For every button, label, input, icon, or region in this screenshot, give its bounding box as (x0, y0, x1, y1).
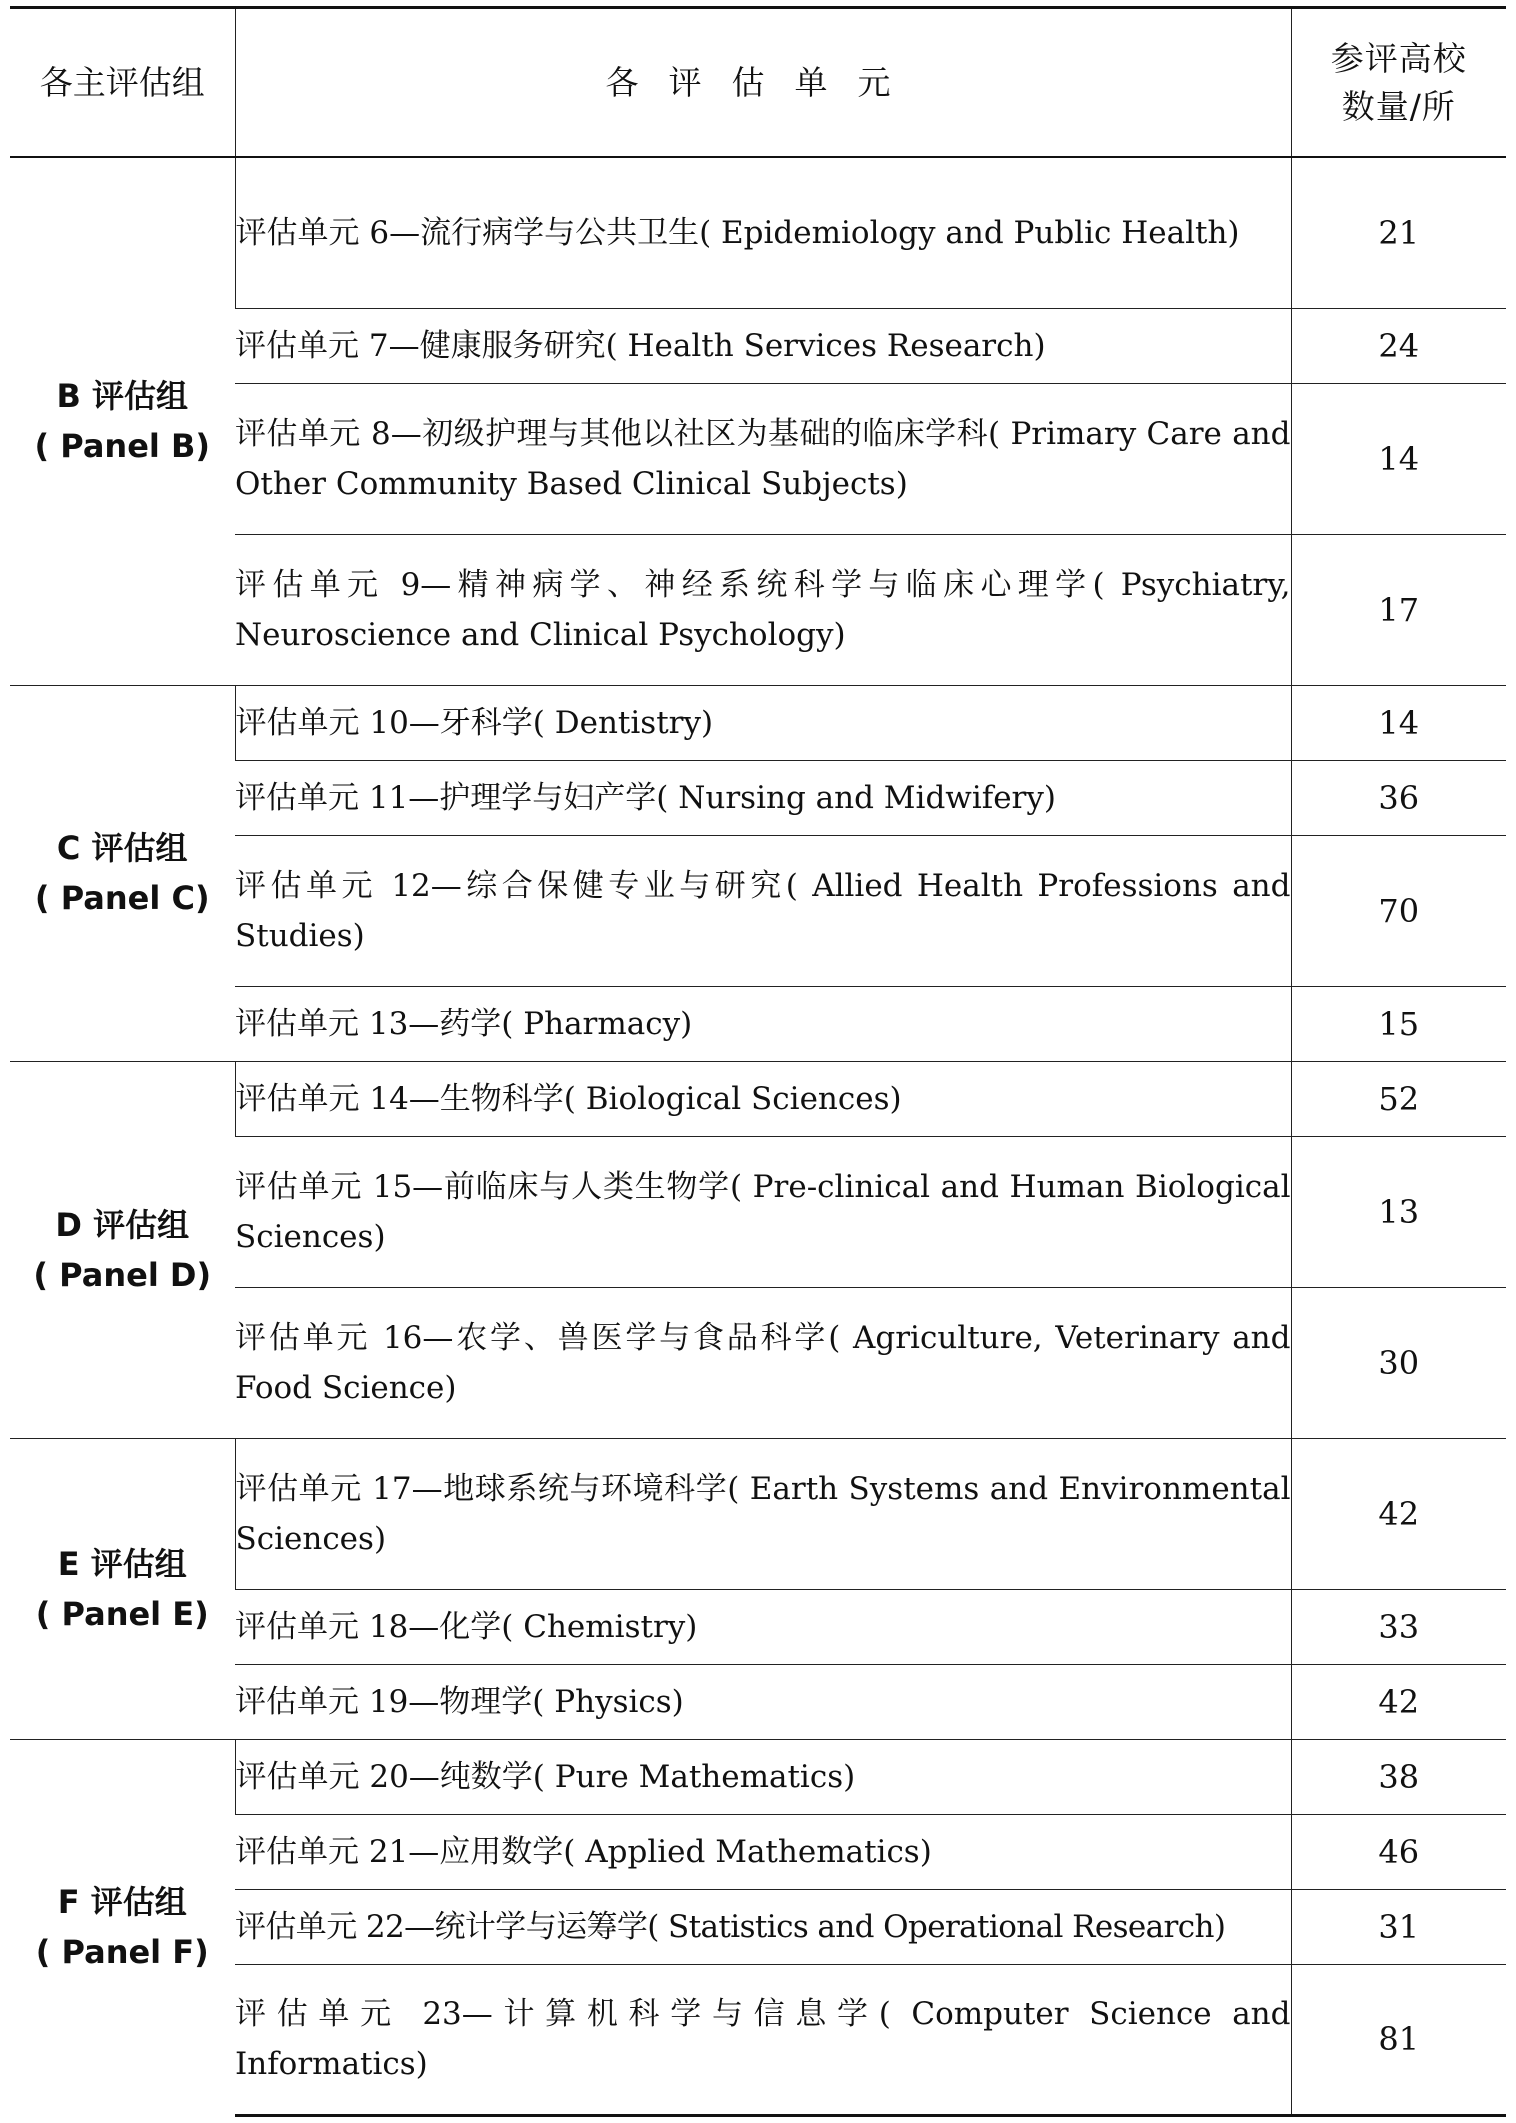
unit-cell: 评估单元 19—物理学( Physics) (235, 1664, 1291, 1739)
group-cell-panel-d (10, 1061, 235, 1438)
group-name-zh: B 评估组 (56, 377, 189, 416)
count-cell: 15 (1291, 986, 1506, 1061)
unit-cell: 评估单元 12—综合保健专业与研究( Allied Health Professions and Studies) (235, 835, 1291, 986)
count-cell: 46 (1291, 1814, 1506, 1889)
group-name-zh: F 评估组 (57, 1883, 187, 1922)
count-cell: 70 (1291, 835, 1506, 986)
table-row (10, 1739, 1506, 1814)
count-cell: 13 (1291, 1136, 1506, 1287)
unit-cell: 评估单元 6—流行病学与公共卫生( Epidemiology and Public Health) (235, 157, 1291, 308)
count-cell: 21 (1291, 157, 1506, 308)
header-count-line2: 数量/所 (1341, 86, 1456, 126)
count-cell: 31 (1291, 1889, 1506, 1964)
unit-cell: 评估单元 14—生物科学( Biological Sciences) (235, 1061, 1291, 1136)
count-cell: 14 (1291, 685, 1506, 760)
table-row (10, 1136, 1506, 1287)
unit-cell: 评估单元 9—精神病学、神经系统科学与临床心理学( Psychiatry, Neuroscience and Clinical Psychology) (235, 534, 1291, 685)
unit-cell: 评估单元 21—应用数学( Applied Mathematics) (235, 1814, 1291, 1889)
group-cell-panel-b (10, 157, 235, 685)
table-row (10, 534, 1506, 685)
unit-cell: 评估单元 10—牙科学( Dentistry) (235, 685, 1291, 760)
group-name-en: ( Panel F) (35, 1933, 209, 1972)
count-cell: 52 (1291, 1061, 1506, 1136)
header-unit: 各评估单元 (235, 8, 1291, 158)
count-cell: 30 (1291, 1287, 1506, 1438)
unit-cell: 评估单元 11—护理学与妇产学( Nursing and Midwifery) (235, 760, 1291, 835)
table-row (10, 685, 1506, 760)
table-row (10, 1061, 1506, 1136)
unit-cell: 评估单元 22—统计学与运筹学( Statistics and Operational Research) (235, 1889, 1291, 1964)
panel-units-table (10, 6, 1506, 2117)
count-cell: 24 (1291, 308, 1506, 383)
group-name-en: ( Panel E) (35, 1594, 209, 1633)
unit-cell: 评估单元 13—药学( Pharmacy) (235, 986, 1291, 1061)
group-name-zh: C 评估组 (56, 829, 188, 867)
table-row (10, 157, 1506, 308)
unit-cell: 评估单元 18—化学( Chemistry) (235, 1589, 1291, 1664)
table-row (10, 1589, 1506, 1664)
table-row (10, 1814, 1506, 1889)
unit-cell: 评估单元 7—健康服务研究( Health Services Research) (235, 308, 1291, 383)
table-row (10, 1964, 1506, 2115)
count-cell: 42 (1291, 1438, 1506, 1589)
unit-cell: 评估单元 20—纯数学( Pure Mathematics) (235, 1739, 1291, 1814)
group-cell-panel-e (10, 1438, 235, 1739)
count-cell: 38 (1291, 1739, 1506, 1814)
unit-cell: 评估单元 8—初级护理与其他以社区为基础的临床学科( Primary Care and Other Community Based Clinical Subjects) (235, 383, 1291, 534)
group-name-en: ( Panel B) (34, 427, 211, 466)
table-header-row (10, 8, 1506, 158)
count-cell: 42 (1291, 1664, 1506, 1739)
header-count (1291, 8, 1506, 158)
group-name-en: ( Panel C) (34, 879, 210, 917)
table-row (10, 835, 1506, 986)
unit-cell: 评估单元 17—地球系统与环境科学( Earth Systems and Environmental Sciences) (235, 1438, 1291, 1589)
count-cell: 17 (1291, 534, 1506, 685)
table-row (10, 1889, 1506, 1964)
count-cell: 36 (1291, 760, 1506, 835)
table-row (10, 383, 1506, 534)
unit-cell: 评估单元 23—计算机科学与信息学( Computer Science and Informatics) (235, 1964, 1291, 2115)
group-name-en: ( Panel D) (33, 1255, 212, 1294)
count-cell: 81 (1291, 1964, 1506, 2115)
unit-cell: 评估单元 15—前临床与人类生物学( Pre-clinical and Human Biological Sciences) (235, 1136, 1291, 1287)
table-row (10, 308, 1506, 383)
table-row (10, 760, 1506, 835)
unit-cell: 评估单元 16—农学、兽医学与食品科学( Agriculture, Veterinary and Food Science) (235, 1287, 1291, 1438)
header-group: 各主评估组 (10, 8, 235, 158)
table-row (10, 1438, 1506, 1589)
count-cell: 33 (1291, 1589, 1506, 1664)
count-cell: 14 (1291, 383, 1506, 534)
table-row (10, 1664, 1506, 1739)
table-row (10, 986, 1506, 1061)
table-row (10, 1287, 1506, 1438)
group-cell-panel-f (10, 1739, 235, 2115)
group-name-zh: D 评估组 (55, 1205, 190, 1244)
group-name-zh: E 评估组 (57, 1544, 187, 1583)
group-cell-panel-c (10, 685, 235, 1061)
header-count-line1: 参评高校 (1330, 38, 1467, 78)
